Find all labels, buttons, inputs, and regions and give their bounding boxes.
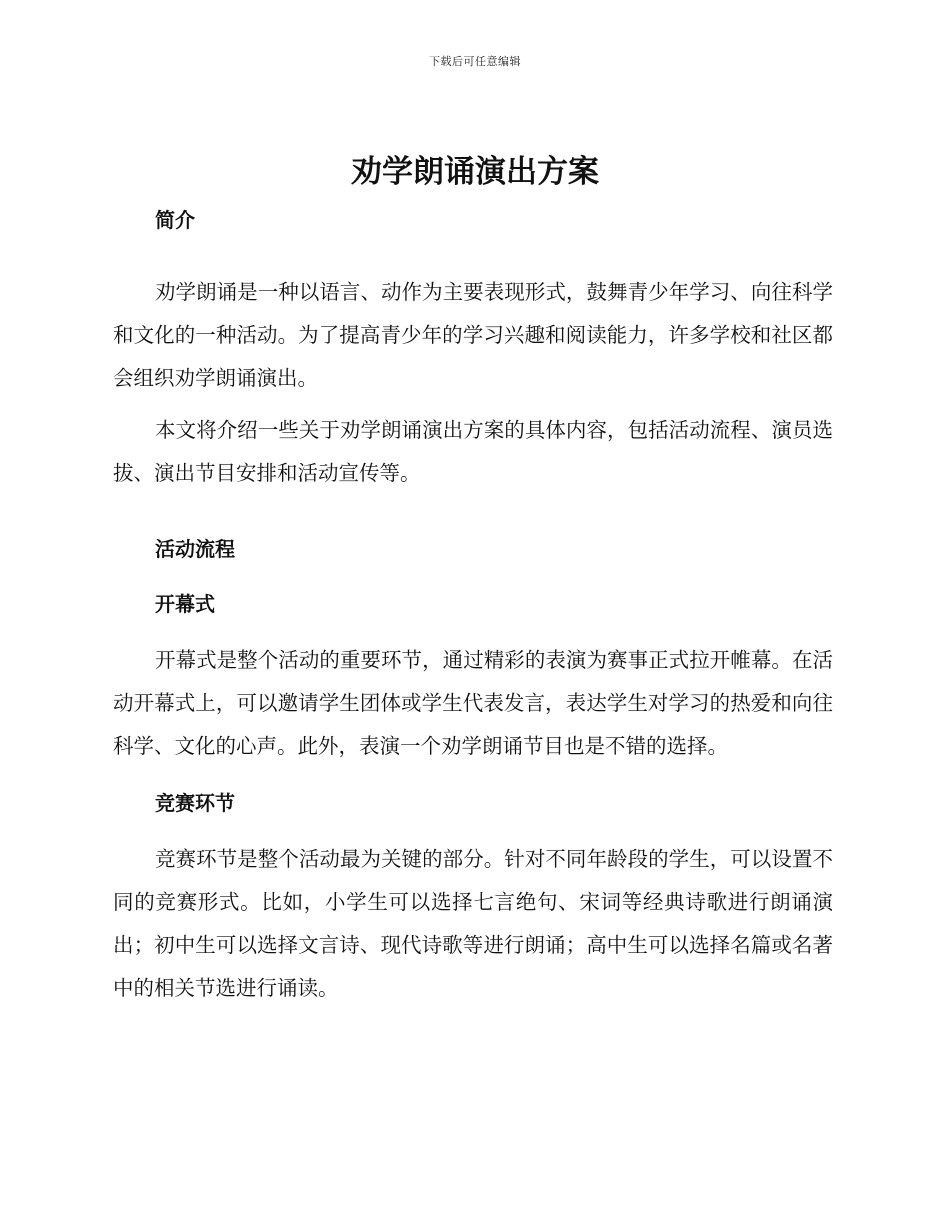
paragraph-intro-1: 劝学朗诵是一种以语言、动作为主要表现形式，鼓舞青少年学习、向往科学和文化的一种活动。为了提高青少年的学习兴趣和阅读能力，许多学校和社区都会组织劝学朗诵演出。 xyxy=(113,280,833,390)
paragraph-competition: 竞赛环节是整个活动最为关键的部分。针对不同年龄段的学生，可以设置不同的竞赛形式。比如，小学生可以选择七言绝句、宋词等经典诗歌进行朗诵演出；初中生可以选择文言诗、现代诗歌等进行朗诵；高中生可以选择名篇或名著中的相关节选进行诵读。 xyxy=(113,847,833,1000)
paragraph-intro-2: 本文将介绍一些关于劝学朗诵演出方案的具体内容，包括活动流程、演员选拔、演出节目安排和活动宣传等。 xyxy=(113,418,833,485)
paragraph-opening: 开幕式是整个活动的重要环节，通过精彩的表演为赛事正式拉开帷幕。在活动开幕式上，可以邀请学生团体或学生代表发言，表达学生对学习的热爱和向往科学、文化的心声。此外，表演一个劝学朗诵节目也是不错的选择。 xyxy=(113,648,833,758)
section-heading-intro: 简介 xyxy=(155,208,195,232)
document-body xyxy=(113,200,833,1010)
page-header-note: 下载后可任意编辑 xyxy=(429,55,521,68)
subsection-heading-opening: 开幕式 xyxy=(155,592,215,616)
document-title: 劝学朗诵演出方案 xyxy=(351,154,599,190)
subsection-heading-competition: 竞赛环节 xyxy=(155,791,235,815)
section-heading-activity-flow: 活动流程 xyxy=(155,537,235,561)
